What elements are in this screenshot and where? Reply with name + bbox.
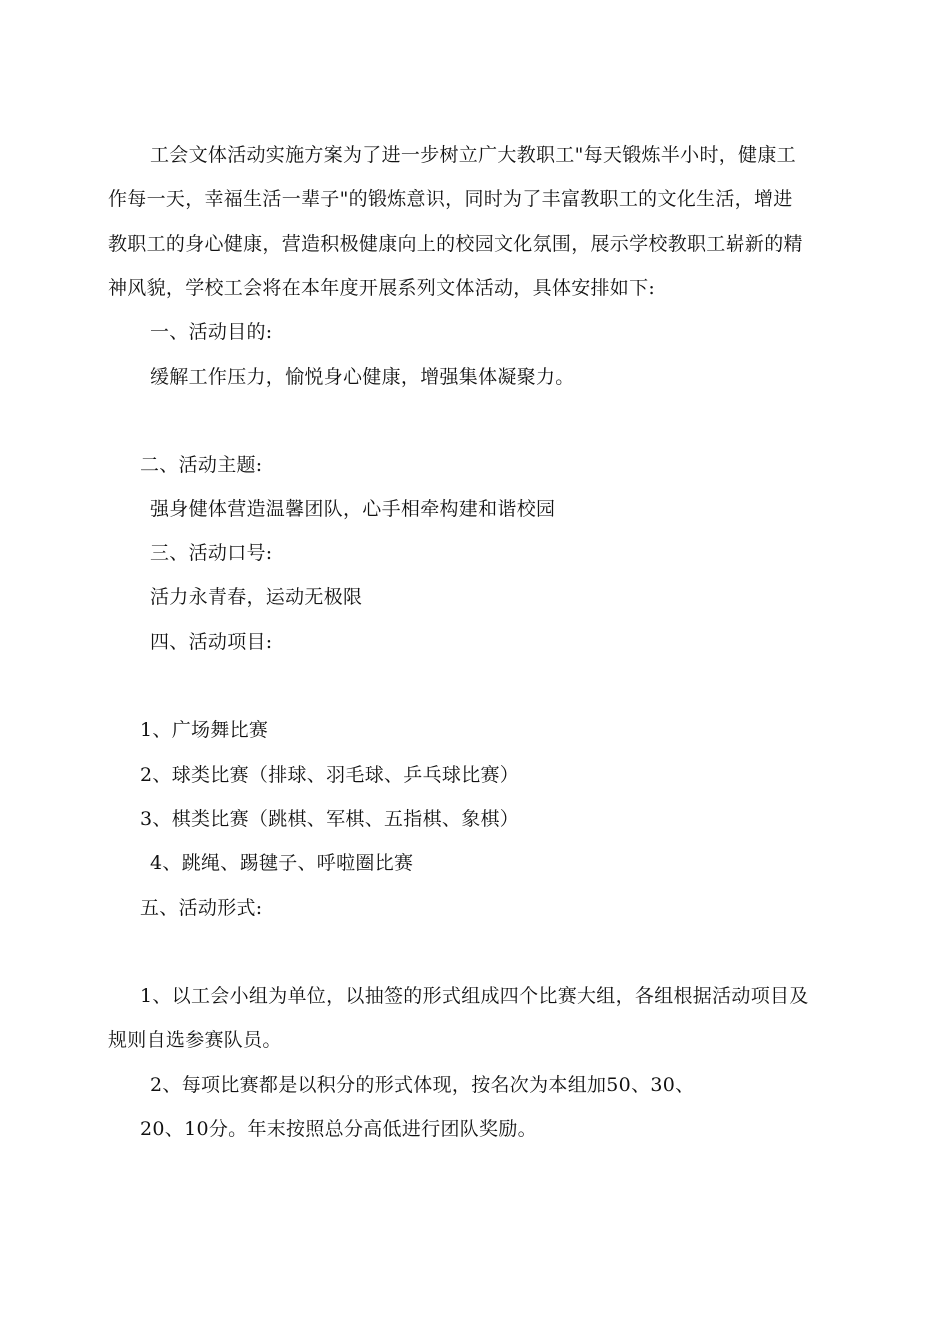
- list-item: 1、广场舞比赛: [140, 719, 269, 741]
- section-3-heading: 三、活动口号:: [150, 542, 273, 564]
- section-1-body: 缓解工作压力，愉悦身心健康，增强集体凝聚力。: [150, 366, 575, 388]
- intro-line-2: 作每一天，幸福生活一辈子"的锻炼意识，同时为了丰富教职工的文化生活，增进: [108, 188, 793, 210]
- section-5-para-2-line-1: 2、每项比赛都是以积分的形式体现，按名次为本组加50、30、: [150, 1074, 695, 1096]
- intro-line-4: 神风貌，学校工会将在本年度开展系列文体活动，具体安排如下:: [108, 277, 656, 299]
- list-item: 4、跳绳、踢毽子、呼啦圈比赛: [150, 852, 414, 874]
- list-item: 2、球类比赛（排球、羽毛球、乒乓球比赛）: [140, 764, 520, 786]
- section-1-heading: 一、活动目的:: [150, 321, 273, 343]
- section-5-para-1-line-2: 规则自选参赛队员。: [108, 1029, 282, 1051]
- section-2-heading: 二、活动主题:: [140, 454, 263, 476]
- section-5-heading: 五、活动形式:: [140, 897, 263, 919]
- intro-line-3: 教职工的身心健康，营造积极健康向上的校园文化氛围，展示学校教职工崭新的精: [108, 233, 803, 255]
- section-5-para-2-line-2: 20、10分。年末按照总分高低进行团队奖励。: [140, 1118, 537, 1140]
- section-4-heading: 四、活动项目:: [150, 631, 273, 653]
- list-item: 3、棋类比赛（跳棋、军棋、五指棋、象棋）: [140, 808, 520, 830]
- section-2-body: 强身健体营造温馨团队，心手相牵构建和谐校园: [150, 498, 556, 520]
- intro-line-1: 工会文体活动实施方案为了进一步树立广大教职工"每天锻炼半小时，健康工: [150, 144, 796, 166]
- section-5-para-1-line-1: 1、以工会小组为单位，以抽签的形式组成四个比赛大组，各组根据活动项目及: [140, 985, 809, 1007]
- section-3-body: 活力永青春，运动无极限: [150, 586, 363, 608]
